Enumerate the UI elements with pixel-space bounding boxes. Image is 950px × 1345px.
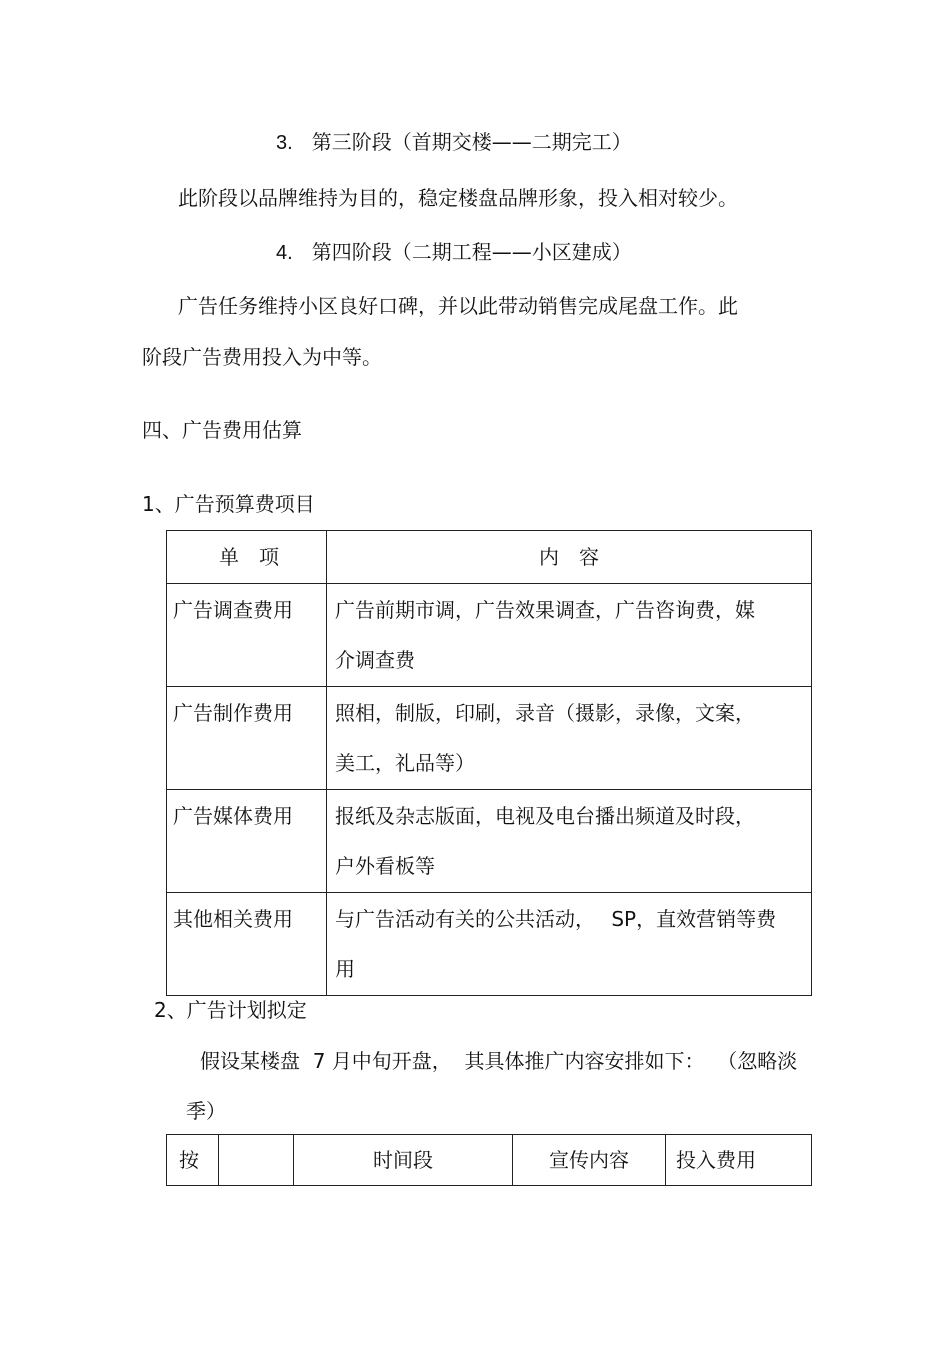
budget-content-line: 用 — [335, 957, 355, 981]
budget-heading: 1、广告预算费项目 — [142, 492, 315, 516]
budget-content-line: 照相，制版，印刷，录音（摄影，录像，文案， — [335, 701, 755, 725]
stage4-number: 4. — [276, 242, 293, 264]
budget-col-item: 单 项 — [167, 531, 327, 584]
stage4-description-line2: 阶段广告费用投入为中等。 — [142, 345, 382, 369]
plan-col-by: 按 — [167, 1135, 219, 1186]
table-row — [167, 687, 812, 790]
plan-table — [166, 1134, 812, 1186]
budget-content-line: 介调查费 — [335, 648, 415, 672]
plan-intro-line1: 假设某楼盘 7 月中旬开盘， 其具体推广内容安排如下： （忽略淡 — [200, 1049, 798, 1073]
budget-item: 广告制作费用 — [167, 687, 327, 790]
budget-item: 广告调查费用 — [167, 584, 327, 687]
stage4-heading — [276, 238, 632, 267]
table-row — [167, 584, 812, 687]
stage3-number: 3. — [276, 132, 293, 154]
plan-heading: 2、广告计划拟定 — [154, 998, 307, 1022]
budget-content — [327, 687, 812, 790]
budget-content-line: 美工，礼品等） — [335, 751, 475, 775]
budget-item: 其他相关费用 — [167, 893, 327, 996]
plan-col-period: 时间段 — [294, 1135, 513, 1186]
table-row — [167, 893, 812, 996]
stage4-title: 第四阶段（二期工程——小区建成） — [311, 240, 632, 264]
budget-col-content: 内 容 — [327, 531, 812, 584]
plan-table-header — [167, 1135, 812, 1186]
plan-intro-line2: 季） — [186, 1099, 226, 1123]
stage3-heading — [276, 128, 632, 157]
stage4-description-line1: 广告任务维持小区良好口碑，并以此带动销售完成尾盘工作。此 — [178, 294, 738, 318]
budget-content-line: 报纸及杂志版面，电视及电台播出频道及时段， — [335, 804, 755, 828]
budget-content-line: 户外看板等 — [335, 854, 435, 878]
budget-item: 广告媒体费用 — [167, 790, 327, 893]
budget-table — [166, 530, 812, 996]
budget-content-line: 与广告活动有关的公共活动， SP，直效营销等费 — [335, 907, 777, 931]
budget-content — [327, 790, 812, 893]
stage3-description: 此阶段以品牌维持为目的，稳定楼盘品牌形象，投入相对较少。 — [178, 186, 738, 210]
budget-content — [327, 893, 812, 996]
budget-content-line: 广告前期市调，广告效果调查，广告咨询费，媒 — [335, 598, 755, 622]
budget-content — [327, 584, 812, 687]
plan-col-content: 宣传内容 — [513, 1135, 666, 1186]
stage3-title: 第三阶段（首期交楼——二期完工） — [311, 130, 632, 154]
section4-heading: 四、广告费用估算 — [142, 418, 302, 442]
table-row — [167, 790, 812, 893]
plan-col-blank — [219, 1135, 294, 1186]
budget-table-header — [167, 531, 812, 584]
plan-col-cost: 投入费用 — [666, 1135, 812, 1186]
